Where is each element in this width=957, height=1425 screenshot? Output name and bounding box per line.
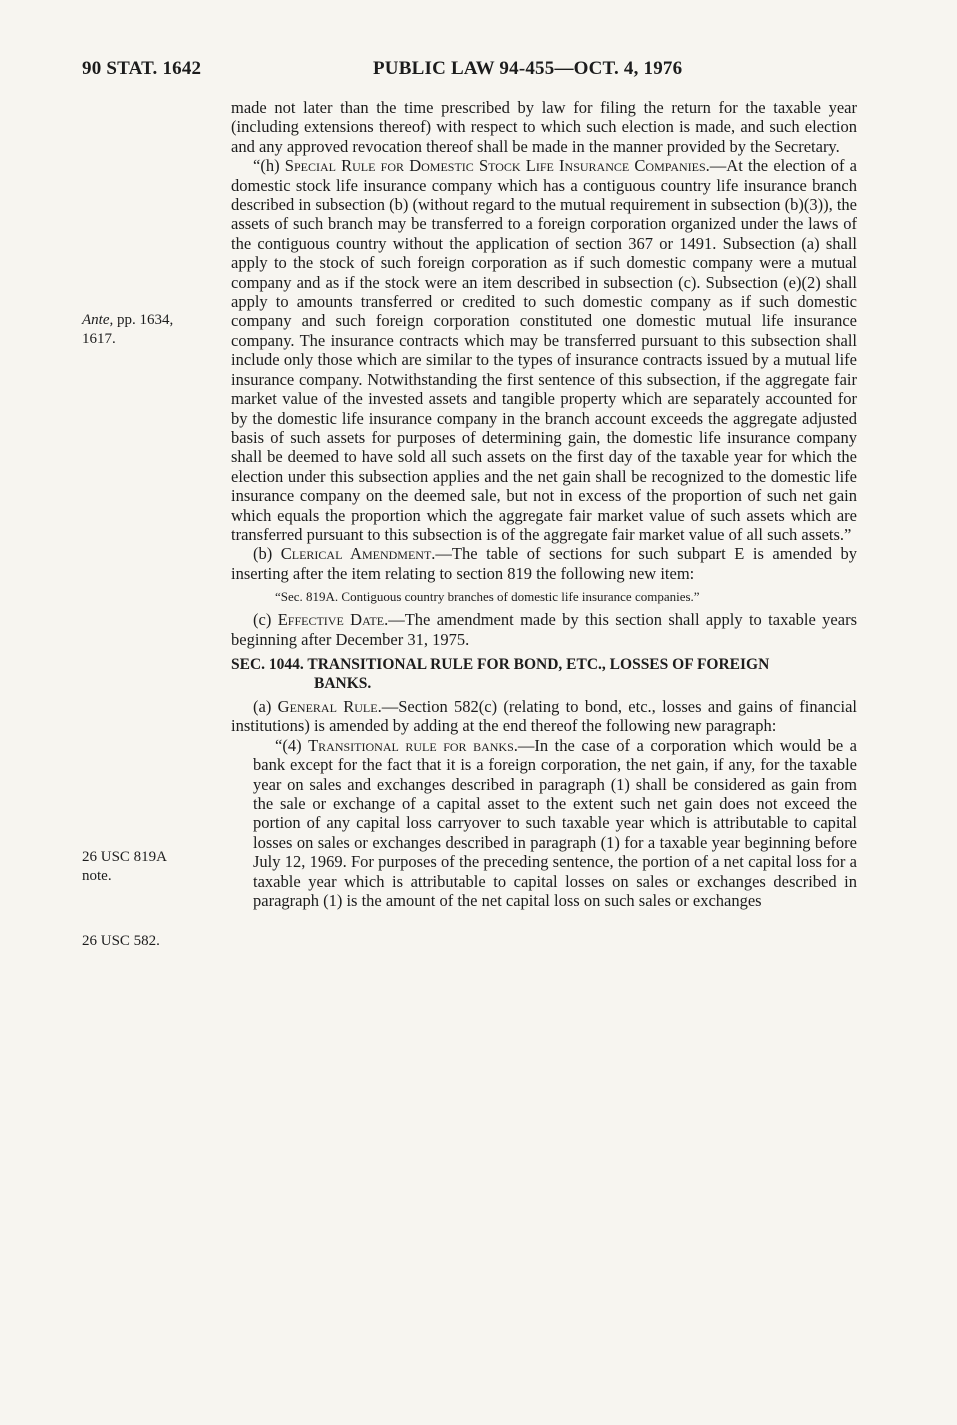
margin-note-819a-line2: note. — [82, 868, 112, 884]
clerical-lead: (b) — [253, 544, 281, 564]
paragraph-clerical-amendment — [231, 544, 857, 583]
subsection-h-text: —At the election of a domestic stock life insurance company which has a contiguous country life insurance branch described in subsection (b) (without regard to the mutual requirement in subsection (b)(3)), the assets of such branch may be transferred to a foreign corporation organized under the laws of the contiguous country without the application of section 367 or 1491. Subsection (a) shall apply to the stock of such foreign corporation as if such domestic company were a mutual company and as if the stock were an item described in subsection (c). Subsection (e)(2) shall apply to amounts transferred or credited to such domestic company as if such domestic company and such foreign corporation constituted one domestic mutual life insurance company. The insurance contracts which may be transferred pursuant to this subsection shall include only those which are similar to the types of insurance contracts issued by a mutual life insurance company. Notwithstanding the first sentence of this subsection, if the aggregate fair market value of the invested assets and tangible property which are separately accounted for by the domestic life insurance company in the branch account exceeds the aggregate adjusted basis of such assets for purposes of determining gain, the domestic life insurance company shall be deemed to have sold all such assets on the first day of the taxable year for which the election under this subsection applies and the net gain shall be recognized to the domestic life insurance company on the deemed sale, but not in excess of the proportion of such net gain which equals the proportion which the aggregate fair market value of such assets which are transferred pursuant to this subsection is of the aggregate fair market value of all such assets.” — [231, 156, 857, 544]
inserted-table-item: “Sec. 819A. Contiguous country branches of domestic life insurance companies.” — [275, 589, 700, 605]
paragraph-effective-date — [231, 610, 857, 649]
subsection-h-lead: “(h) — [253, 156, 285, 176]
paragraph-transitional-rule — [231, 736, 857, 911]
general-rule-text: —Section 582(c) (relating to bond, etc., losses and gains of financial institutions) is amended by adding at the end thereof the following new paragraph: — [231, 696, 857, 736]
running-header: PUBLIC LAW 94-455—OCT. 4, 1976 — [373, 58, 683, 79]
paragraph-subsection-h — [231, 156, 857, 544]
page-number-header: 90 STAT. 1642 — [82, 58, 202, 79]
section-heading-line2: BANKS. — [314, 674, 372, 692]
section-heading-1044 — [231, 655, 857, 693]
effective-date-lead: (c) — [253, 610, 278, 630]
paragraph-continuation: made not later than the time prescribed by law for filing the return for the taxable year (including extensions thereof) with respect to which such election is made, and such election and any approved revocation thereof shall be made in the manner provided by the Secretary. — [231, 98, 857, 156]
general-rule-heading: General Rule. — [277, 696, 382, 716]
effective-date-heading: Effective Date. — [277, 610, 389, 630]
margin-note-582-text: 26 USC 582. — [82, 933, 160, 949]
transitional-heading: Transitional rule for banks. — [308, 735, 518, 755]
transitional-lead: “(4) — [275, 735, 309, 755]
effective-date-text: —The amendment made by this section shall apply to taxable years beginning after December 31, 1975. — [231, 610, 857, 649]
margin-note-819a-line1: 26 USC 819A — [82, 849, 168, 865]
clerical-text: —The table of sections for such subpart E is amended by inserting after the item relating to section 819 the following new item: — [231, 544, 857, 583]
paragraph-general-rule — [231, 697, 857, 736]
section-heading-line1: SEC. 1044. TRANSITIONAL RULE FOR BOND, ETC., LOSSES OF FOREIGN — [231, 655, 770, 673]
margin-note-ante — [82, 311, 222, 349]
margin-note-819a — [82, 848, 222, 886]
general-rule-lead: (a) — [253, 696, 278, 716]
margin-note-ante-pages: pp. 1634, — [113, 312, 174, 328]
margin-note-ante-line2: 1617. — [82, 331, 116, 347]
main-text-column — [231, 98, 857, 910]
margin-note-582 — [82, 932, 222, 951]
transitional-text: —In the case of a corporation which would be a bank except for the fact that it is a foreign corporation, the net gain, if any, for the taxable year on sales and exchanges described in paragraph (1) shall be considered as gain from the sale or exchange of a capital asset to the extent such net gain does not exceed the portion of any capital loss carryover to such taxable year which is attributable to capital losses on sales or exchanges described in paragraph (1) for a taxable year beginning before July 12, 1969. For purposes of the preceding sentence, the portion of a net capital loss for a taxable year which is attributable to capital losses on sales or exchanges described in paragraph (1) is the amount of the net capital loss on such sales or exchanges — [253, 735, 857, 911]
subsection-h-heading: Special Rule for Domestic Stock Life Insurance Companies. — [284, 156, 710, 176]
clerical-heading: Clerical Amendment. — [280, 544, 436, 564]
margin-note-ante-italic: Ante, — [82, 312, 114, 328]
